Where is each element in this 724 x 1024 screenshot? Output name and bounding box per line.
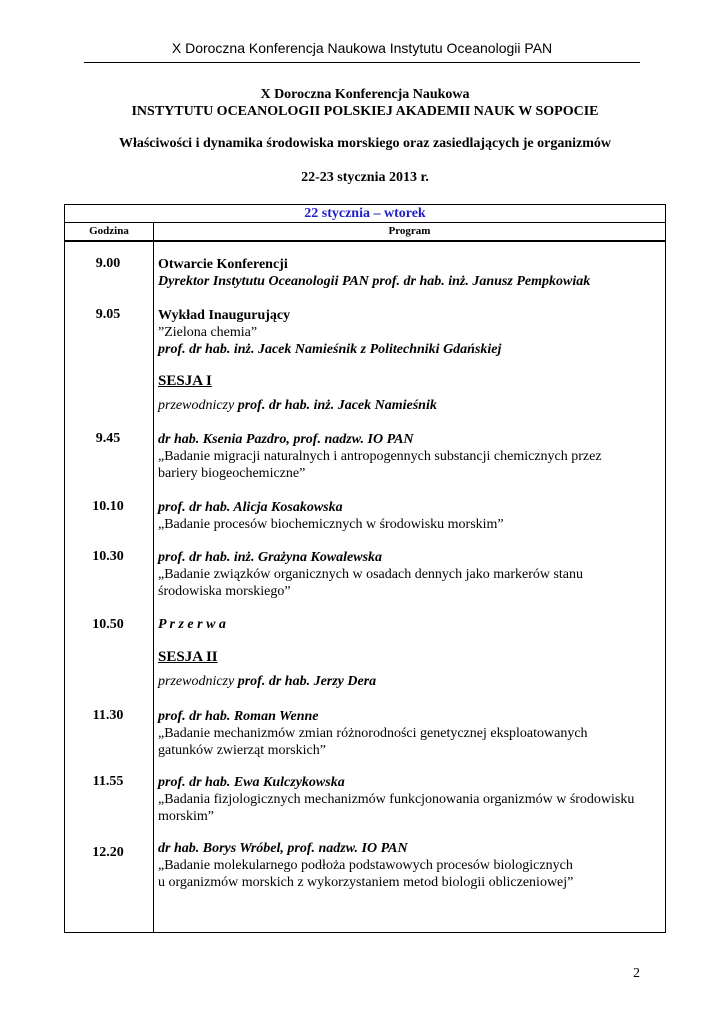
entry-talk-title: „Badanie migracji naturalnych i antropogennych substancji chemicznych przez bbox=[158, 449, 602, 464]
entry-talk-title-cont: bariery biogeochemiczne” bbox=[158, 466, 306, 481]
time-opening: 9.00 bbox=[95, 256, 121, 271]
time-break: 10.50 bbox=[92, 617, 124, 632]
entry-keynote bbox=[158, 307, 658, 358]
header-rule bbox=[84, 62, 640, 63]
time-keynote: 9.05 bbox=[95, 307, 121, 322]
break-label: P r z e r w a bbox=[158, 617, 226, 632]
column-header-time: Godzina bbox=[89, 225, 129, 237]
entry-heading: Wykład Inaugurujący bbox=[158, 308, 291, 323]
session1-title: SESJA I bbox=[158, 373, 212, 389]
entry-talk-title-cont: u organizmów morskich z wykorzystaniem metod biologii obliczeniowej” bbox=[158, 875, 574, 890]
entry-talk: ”Zielona chemia” bbox=[158, 325, 258, 340]
session1-chair bbox=[158, 398, 437, 414]
chair-label: przewodniczy bbox=[158, 398, 235, 413]
chair-name: prof. dr hab. inż. Jacek Namieśnik bbox=[237, 398, 437, 413]
entry-heading: Otwarcie Konferencji bbox=[158, 257, 288, 272]
entry-opening bbox=[158, 256, 658, 290]
entry-talk-title: „Badanie mechanizmów zmian różnorodności genetycznej eksploatowanych bbox=[158, 726, 588, 741]
time-talk: 11.55 bbox=[92, 774, 124, 789]
entry-speaker: dr hab. Ksenia Pazdro, prof. nadzw. IO PAN bbox=[158, 432, 414, 447]
conference-title-line2: INSTYTUTU OCEANOLOGII POLSKIEJ AKADEMII NAUK W SOPOCIE bbox=[131, 104, 599, 119]
entry-speaker: prof. dr hab. Alicja Kosakowska bbox=[158, 500, 343, 515]
time-talk: 11.30 bbox=[92, 708, 124, 723]
conference-dates: 22-23 stycznia 2013 r. bbox=[301, 170, 429, 185]
entry-talk-title: „Badania fizjologicznych mechanizmów funkcjonowania organizmów w środowisku bbox=[158, 792, 635, 807]
column-divider bbox=[153, 223, 154, 932]
time-talk: 10.10 bbox=[92, 499, 124, 514]
session2-title: SESJA II bbox=[158, 649, 218, 665]
page-number: 2 bbox=[633, 966, 640, 981]
conference-title bbox=[64, 86, 666, 120]
entry-speaker: prof. dr hab. Roman Wenne bbox=[158, 709, 319, 724]
time-talk: 9.45 bbox=[95, 431, 121, 446]
entry-talk bbox=[158, 840, 658, 891]
conference-title-line1: X Doroczna Konferencja Naukowa bbox=[260, 87, 470, 102]
entry-talk-title-cont: gatunków zwierząt morskich” bbox=[158, 743, 326, 758]
entry-speaker: dr hab. Borys Wróbel, prof. nadzw. IO PAN bbox=[158, 841, 408, 856]
column-header-program: Program bbox=[388, 225, 431, 237]
conference-subtitle: Właściwości i dynamika środowiska morskiego oraz zasiedlających je organizmów bbox=[118, 136, 612, 151]
entry-speaker: Dyrektor Instytutu Oceanologii PAN prof. dr hab. inż. Janusz Pempkowiak bbox=[158, 274, 591, 289]
entry-speaker: prof. dr hab. inż. Grażyna Kowalewska bbox=[158, 550, 383, 565]
entry-talk-title: „Badanie molekularnego podłoża podstawowych procesów biologicznych bbox=[158, 858, 573, 873]
session2-chair bbox=[158, 674, 376, 690]
entry-speaker: prof. dr hab. Ewa Kulczykowska bbox=[158, 775, 345, 790]
time-talk: 12.20 bbox=[92, 845, 124, 860]
entry-talk bbox=[158, 549, 658, 600]
entry-talk bbox=[158, 774, 658, 825]
time-talk: 10.30 bbox=[92, 549, 124, 564]
entry-talk-title: „Badanie procesów biochemicznych w środowisku morskim” bbox=[158, 517, 504, 532]
entry-talk-title: „Badanie związków organicznych w osadach dennych jako markerów stanu bbox=[158, 567, 584, 582]
day-title: 22 stycznia – wtorek bbox=[65, 205, 665, 223]
entry-talk bbox=[158, 431, 658, 482]
entry-speaker: prof. dr hab. inż. Jacek Namieśnik z Politechniki Gdańskiej bbox=[158, 342, 502, 357]
running-header: X Doroczna Konferencja Naukowa Instytutu Oceanologii PAN bbox=[171, 40, 553, 56]
chair-name: prof. dr hab. Jerzy Dera bbox=[237, 674, 377, 689]
entry-talk-title-cont: morskim” bbox=[158, 809, 214, 824]
entry-talk bbox=[158, 499, 658, 533]
chair-label: przewodniczy bbox=[158, 674, 235, 689]
entry-talk-title-cont: środowiska morskiego” bbox=[158, 584, 291, 599]
column-header-row bbox=[65, 223, 665, 242]
entry-talk bbox=[158, 708, 658, 759]
